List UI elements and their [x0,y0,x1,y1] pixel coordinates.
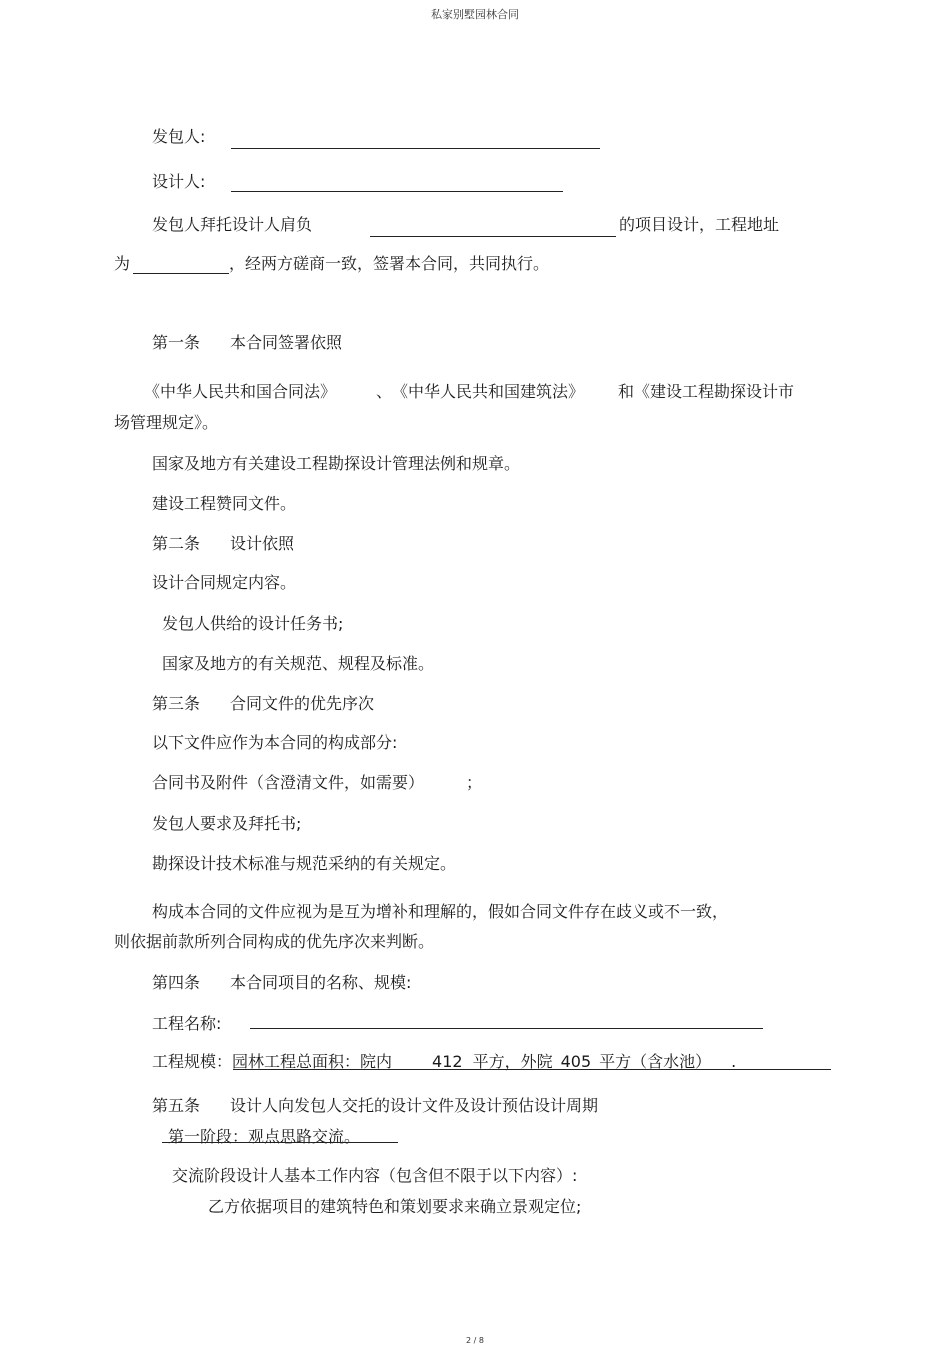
art1-item2: 国家及地方有关建设工程勘探设计管理法例和规章。 [152,454,521,473]
page-number: 2 / 8 [466,1336,484,1345]
art3-title: 合同文件的优先序次 [230,694,375,713]
intro-line2-part1: 为 [114,254,131,273]
stage1-underline [162,1142,398,1143]
art1-law-b: 《中华人民共和国建筑法》 [392,382,585,401]
art1-law-c-cont: 场管理规定》。 [114,413,219,432]
stage1-subheading: 交流阶段设计人基本工作内容（包含但不限于以下内容）: [172,1166,578,1185]
designer-blank-line [231,191,563,192]
designer-label: 设计人: [152,172,206,191]
intro-line1-part1: 发包人拜托设计人肩负 [152,215,313,234]
art2-item3: 国家及地方的有关规范、规程及标准。 [162,654,435,673]
project-name-label: 工程名称: [152,1014,222,1033]
art1-law-a: 《中华人民共和国合同法》 [144,382,337,401]
project-name-blank-line [250,1028,763,1029]
art3-paragraph-line1: 构成本合同的文件应视为是互为增补和理解的，假如合同文件存在歧义或不一致， [152,902,729,921]
intro-line2-part2: ，经两方磋商一致，签署本合同，共同执行。 [229,254,550,273]
art2-item1: 设计合同规定内容。 [152,573,297,592]
project-blank-line [370,236,616,237]
art3-paragraph-line2: 则依据前款所列合同构成的优先序次来判断。 [114,932,435,951]
art1-title: 本合同签署依照 [230,333,343,352]
art5-number: 第五条 [152,1096,201,1115]
art2-item2: 发包人供给的设计任务书; [162,614,344,633]
stage1-item1: 乙方依据项目的建筑特色和策划要求来确立景观定位; [208,1197,582,1216]
art1-sep: 、 [376,382,393,401]
art3-item1-end: ； [466,773,483,792]
employer-label: 发包人: [152,127,206,146]
inner-area-value: 412 [432,1052,463,1071]
scale-tail-text: 平方（含水池） [599,1052,712,1071]
art3-lead: 以下文件应作为本合同的构成部分: [152,733,398,752]
scale-end-dot: . [731,1052,737,1071]
employer-blank-line [231,148,600,149]
art1-item3: 建设工程赞同文件。 [152,494,297,513]
page-header: 私家别墅园林合同 [431,8,519,21]
art3-item3: 勘探设计技术标准与规范采纳的有关规定。 [152,854,457,873]
art1-number: 第一条 [152,333,201,352]
art5-title: 设计人向发包人交托的设计文件及设计预估设计周期 [230,1096,599,1115]
art4-title: 本合同项目的名称、规模: [230,973,412,992]
scale-label: 工程规模：园林工程总面积：院内 [152,1052,393,1071]
address-blank-line [133,273,229,274]
art2-title: 设计依照 [230,534,295,553]
stage1-heading: 第一阶段：观点思路交流。 [168,1127,361,1146]
art3-number: 第三条 [152,694,201,713]
art2-number: 第二条 [152,534,201,553]
project-scale-underline [233,1069,831,1070]
outer-area-value: 405 [560,1052,592,1071]
art3-item2: 发包人要求及拜托书; [152,814,302,833]
art1-law-c: 和《建设工程勘探设计市 [618,382,795,401]
art3-item1: 合同书及附件（含澄清文件，如需要） [152,773,425,792]
art4-number: 第四条 [152,973,201,992]
intro-line1-part2: 的项目设计，工程地址 [619,215,780,234]
scale-mid-text: 平方，外院 [472,1052,553,1071]
